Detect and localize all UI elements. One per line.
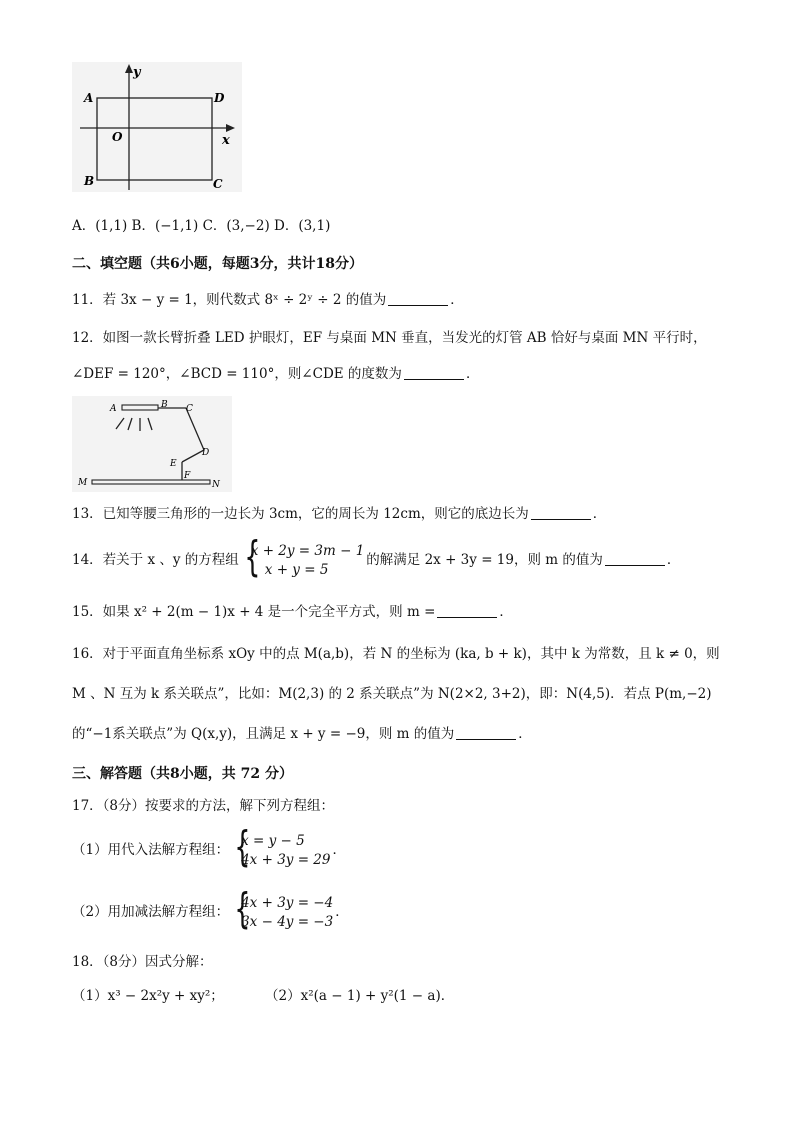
- answer-blank: [605, 551, 665, 566]
- equation-system: [241, 542, 365, 580]
- question-16-line-2: M 、N 互为 k 系关联点”，比如：M(2,3) 的 2 系关联点”为 N(2×2, 3+2)，即：N(4,5)．若点 P(m,−2): [72, 686, 712, 702]
- point-label-b: B: [161, 400, 168, 410]
- q10-options: A．(1,1) B．(−1,1) C．(3,−2) D．(3,1): [72, 218, 331, 234]
- point-label-m: M: [78, 478, 88, 488]
- point-label-n: N: [212, 480, 220, 490]
- question-12-text: ∠DEF = 120°，∠BCD = 110°，则∠CDE 的度数为: [72, 366, 402, 382]
- answer-blank: [456, 725, 516, 740]
- equation-1: { x = y − 5: [241, 832, 305, 849]
- question-11-text: 11．若 3x − y = 1，则代数式 8ˣ ÷ 2ʸ ÷ 2 的值为: [72, 292, 387, 308]
- period: ．: [592, 506, 607, 522]
- answer-blank: [531, 505, 591, 520]
- equation-1: { 4x + 3y = −4: [241, 894, 334, 911]
- point-label-a: A: [84, 91, 94, 105]
- point-label-a: A: [110, 404, 117, 414]
- equation-2: 3x − 4y = −3: [241, 913, 334, 930]
- x-axis-label: x: [222, 133, 230, 148]
- section-2-heading: 二、填空题（共6小题，每题3分，共计18分）: [72, 256, 363, 272]
- section-3-heading: 三、解答题（共8小题，共 72 分）: [72, 766, 293, 782]
- answer-blank: [404, 365, 464, 380]
- question-16-text: 的“−1系关联点”为 Q(x,y)，且满足 x + y = −9，则 m 的值为: [72, 726, 455, 742]
- lamp-figure: [72, 396, 232, 492]
- question-15-text: 15．如果 x² + 2(m − 1)x + 4 是一个完全平方式，则 m =: [72, 604, 436, 620]
- question-18-part-2: （2）x²(a − 1) + y²(1 − a)．: [271, 988, 455, 1004]
- period: ．: [335, 904, 349, 920]
- question-15: [72, 602, 513, 622]
- equation-1: { x + 2y = 3m − 1: [250, 542, 365, 559]
- y-axis-label: y: [133, 65, 141, 80]
- period: ．: [666, 552, 681, 568]
- question-16-line-1: 16．对于平面直角坐标系 xOy 中的点 M(a,b)，若 N 的坐标为 (ka, b + k)，其中 k 为常数，且 k ≠ 0，则: [72, 646, 720, 662]
- answer-blank: [437, 603, 497, 618]
- point-label-d: D: [214, 91, 225, 105]
- coordinate-figure: [72, 62, 242, 192]
- point-label-b: B: [84, 174, 95, 188]
- question-14-prefix: 14．若关于 x 、y 的方程组: [72, 552, 239, 568]
- question-18-intro: 18．（8分）因式分解：: [72, 954, 213, 970]
- question-18-part-1: （1）x³ − 2x²y + xy²；: [72, 988, 224, 1004]
- equation-2: 4x + 3y = 29: [241, 851, 331, 868]
- question-14: [72, 540, 680, 580]
- point-label-d: D: [202, 448, 210, 458]
- question-17-part-2: [72, 892, 349, 932]
- question-16-line-3: [72, 724, 532, 744]
- point-label-f: F: [184, 471, 191, 481]
- equation-2: x + y = 5: [264, 561, 329, 578]
- answer-blank: [388, 291, 448, 306]
- question-13: [72, 504, 606, 524]
- period: ．: [450, 292, 464, 308]
- period: ．: [499, 604, 513, 620]
- question-18-parts: [72, 986, 454, 1006]
- origin-label: O: [112, 130, 123, 144]
- period: ．: [518, 726, 532, 742]
- period: ．: [465, 366, 480, 382]
- question-13-text: 13．已知等腰三角形的一边长为 3cm，它的周长为 12cm，则它的底边长为: [72, 506, 529, 522]
- equation-system: [231, 832, 330, 870]
- period: ．: [332, 842, 346, 858]
- question-12-line-2: [72, 364, 479, 384]
- question-17-intro: 17．（8分）按要求的方法，解下列方程组：: [72, 798, 335, 814]
- point-label-c: C: [213, 177, 223, 191]
- question-12-line-1: 12．如图一款长臂折叠 LED 护眼灯，EF 与桌面 MN 垂直，当发光的灯管 AB 恰好与桌面 MN 平行时，: [72, 330, 707, 346]
- question-11: [72, 290, 464, 310]
- equation-system: [231, 894, 333, 932]
- question-14-suffix: 的解满足 2x + 3y = 19，则 m 的值为: [366, 552, 603, 568]
- question-17-part-1: [72, 830, 346, 870]
- part-2-prefix: （2）用加减法解方程组：: [72, 904, 230, 920]
- part-1-prefix: （1）用代入法解方程组：: [72, 842, 230, 858]
- point-label-c: C: [186, 404, 193, 414]
- point-label-e: E: [170, 459, 177, 469]
